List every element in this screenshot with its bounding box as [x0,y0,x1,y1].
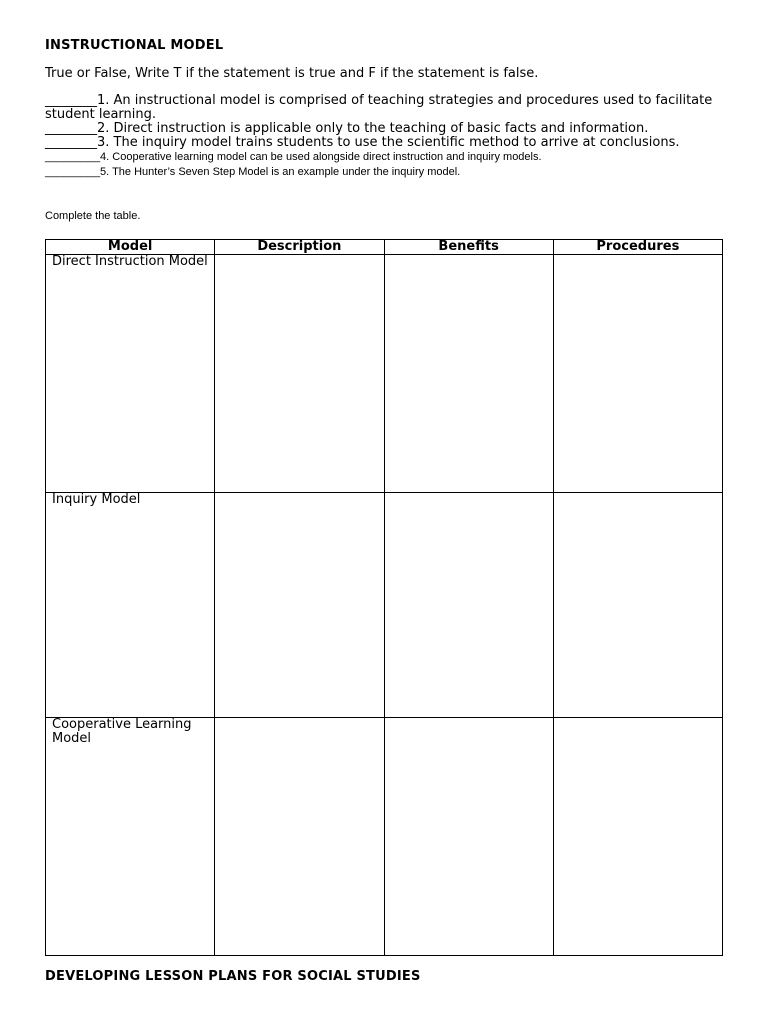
description-cell[interactable] [215,255,384,493]
statement-item: ________1. An instructional model is comprised of teaching strategies and procedures used to facilitate student learning. [45,93,713,122]
table-header-row [46,240,723,255]
procedures-cell[interactable] [553,718,722,956]
benefits-cell[interactable] [384,255,553,493]
procedures-cell[interactable] [553,255,722,493]
header-procedures: Procedures [553,240,722,255]
benefits-cell[interactable] [384,718,553,956]
true-false-instruction: True or False, Write T if the statement is true and F if the statement is false. [45,66,539,81]
model-name-cell: Direct Instruction Model [46,255,215,493]
section-heading: DEVELOPING LESSON PLANS FOR SOCIAL STUDIES [45,969,421,984]
procedures-cell[interactable] [553,493,722,718]
header-benefits: Benefits [384,240,553,255]
table-row [46,255,723,493]
true-false-items [45,94,725,180]
page-title: INSTRUCTIONAL MODEL [45,38,224,53]
table-row [46,493,723,718]
benefits-cell[interactable] [384,493,553,718]
description-cell[interactable] [215,718,384,956]
model-name-cell: Inquiry Model [46,493,215,718]
statement-item: ________3. The inquiry model trains students to use the scientific method to arrive at conclusions. [45,135,680,150]
header-model: Model [46,240,215,255]
header-description: Description [215,240,384,255]
statement-item: _________4. Cooperative learning model can be used alongside direct instruction and inquiry models. [45,151,542,163]
statement-item: _________5. The Hunter’s Seven Step Model is an example under the inquiry model. [45,166,461,178]
model-name-cell: Cooperative Learning Model [46,718,215,956]
table-instruction: Complete the table. [45,210,141,222]
table-row [46,718,723,956]
model-table [45,239,723,956]
description-cell[interactable] [215,493,384,718]
statement-item: ________2. Direct instruction is applicable only to the teaching of basic facts and information. [45,121,649,136]
